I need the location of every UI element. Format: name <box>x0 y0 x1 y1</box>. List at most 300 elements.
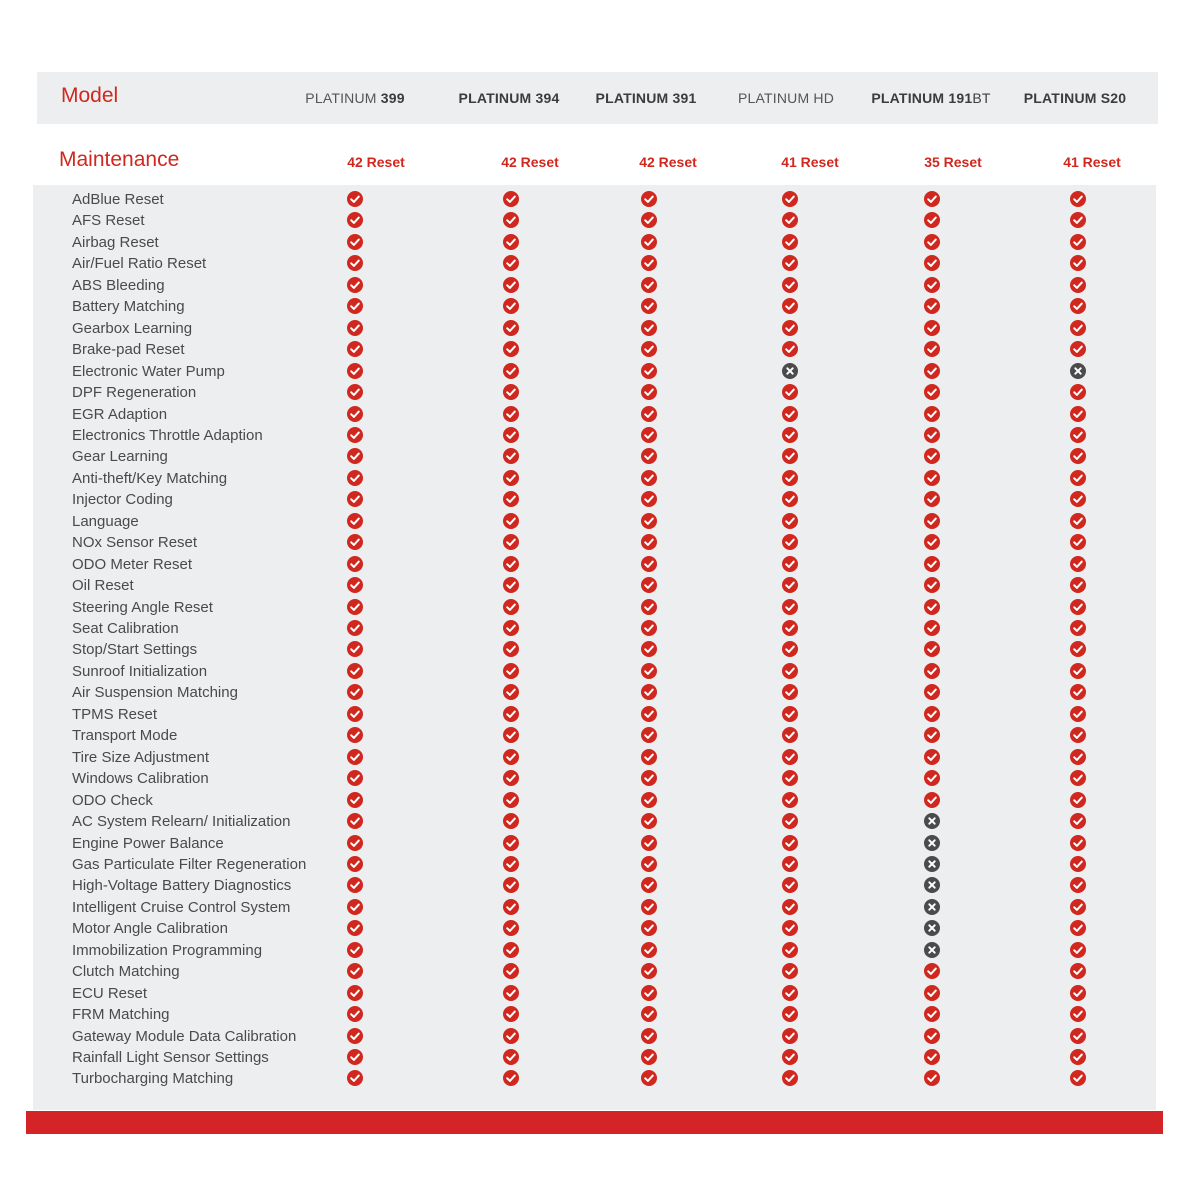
check-circle-icon <box>1070 684 1086 700</box>
check-circle-icon <box>782 877 798 893</box>
check-circle-icon <box>924 384 940 400</box>
check-circle-icon <box>503 277 519 293</box>
check-circle-icon <box>641 1028 657 1044</box>
check-circle-icon <box>924 534 940 550</box>
x-circle-icon <box>924 856 940 872</box>
check-circle-icon <box>1070 899 1086 915</box>
check-circle-icon <box>782 749 798 765</box>
check-circle-icon <box>1070 212 1086 228</box>
check-circle-icon <box>347 427 363 443</box>
check-circle-icon <box>641 706 657 722</box>
check-circle-icon <box>1070 727 1086 743</box>
check-circle-icon <box>924 1006 940 1022</box>
table-row <box>0 681 1200 702</box>
feature-label: AFS Reset <box>72 212 145 230</box>
check-circle-icon <box>782 1070 798 1086</box>
check-circle-icon <box>641 792 657 808</box>
feature-label: Electronics Throttle Adaption <box>72 426 263 444</box>
check-circle-icon <box>503 663 519 679</box>
check-circle-icon <box>782 448 798 464</box>
check-circle-icon <box>782 341 798 357</box>
feature-label: Electronic Water Pump <box>72 362 225 380</box>
check-circle-icon <box>641 684 657 700</box>
table-row <box>0 853 1200 874</box>
model-name-main: PLATINUM 191 <box>871 90 973 106</box>
check-circle-icon <box>347 255 363 271</box>
check-circle-icon <box>1070 792 1086 808</box>
feature-label: Sunroof Initialization <box>72 662 208 680</box>
table-row <box>0 724 1200 745</box>
check-circle-icon <box>782 663 798 679</box>
check-circle-icon <box>347 1070 363 1086</box>
check-circle-icon <box>1070 1006 1086 1022</box>
feature-label: Stop/Start Settings <box>72 641 198 659</box>
check-circle-icon <box>782 556 798 572</box>
check-circle-icon <box>347 749 363 765</box>
check-circle-icon <box>347 341 363 357</box>
check-circle-icon <box>924 770 940 786</box>
check-circle-icon <box>782 792 798 808</box>
check-circle-icon <box>641 920 657 936</box>
check-circle-icon <box>347 234 363 250</box>
table-row <box>0 1046 1200 1067</box>
feature-label: ECU Reset <box>72 984 148 1002</box>
check-circle-icon <box>503 727 519 743</box>
check-circle-icon <box>924 298 940 314</box>
check-circle-icon <box>782 599 798 615</box>
check-circle-icon <box>503 212 519 228</box>
check-circle-icon <box>641 556 657 572</box>
check-circle-icon <box>641 620 657 636</box>
check-circle-icon <box>503 641 519 657</box>
feature-label: DPF Regeneration <box>72 384 197 402</box>
check-circle-icon <box>641 770 657 786</box>
check-circle-icon <box>347 212 363 228</box>
feature-label: ODO Meter Reset <box>72 555 193 573</box>
check-circle-icon <box>347 727 363 743</box>
check-circle-icon <box>503 856 519 872</box>
check-circle-icon <box>641 877 657 893</box>
feature-label: Anti-theft/Key Matching <box>72 469 228 487</box>
table-row <box>0 810 1200 831</box>
check-circle-icon <box>782 277 798 293</box>
check-circle-icon <box>641 942 657 958</box>
check-circle-icon <box>347 363 363 379</box>
feature-label: Steering Angle Reset <box>72 598 213 616</box>
table-row <box>0 209 1200 230</box>
check-circle-icon <box>503 491 519 507</box>
feature-label: Gateway Module Data Calibration <box>72 1027 297 1045</box>
x-circle-icon <box>924 942 940 958</box>
feature-label: Immobilization Programming <box>72 941 263 959</box>
check-circle-icon <box>503 1028 519 1044</box>
check-circle-icon <box>1070 1028 1086 1044</box>
check-circle-icon <box>347 448 363 464</box>
check-circle-icon <box>503 877 519 893</box>
check-circle-icon <box>347 513 363 529</box>
check-circle-icon <box>503 835 519 851</box>
check-circle-icon <box>1070 942 1086 958</box>
table-row <box>0 982 1200 1003</box>
model-name-6 <box>1000 90 1150 106</box>
check-circle-icon <box>503 963 519 979</box>
check-circle-icon <box>782 641 798 657</box>
table-row <box>0 1025 1200 1046</box>
x-circle-icon <box>924 877 940 893</box>
check-circle-icon <box>347 620 363 636</box>
table-row <box>0 703 1200 724</box>
check-circle-icon <box>641 835 657 851</box>
table-row <box>0 231 1200 252</box>
check-circle-icon <box>503 920 519 936</box>
check-circle-icon <box>782 942 798 958</box>
x-circle-icon <box>924 813 940 829</box>
check-circle-icon <box>347 534 363 550</box>
check-circle-icon <box>347 599 363 615</box>
feature-label: Gear Learning <box>72 448 168 466</box>
check-circle-icon <box>347 277 363 293</box>
reset-count-1: 42 Reset <box>347 154 405 170</box>
table-row <box>0 403 1200 424</box>
check-circle-icon <box>641 663 657 679</box>
model-name-1 <box>280 90 430 106</box>
check-circle-icon <box>924 577 940 593</box>
check-circle-icon <box>782 255 798 271</box>
check-circle-icon <box>641 320 657 336</box>
check-circle-icon <box>782 1049 798 1065</box>
table-row <box>0 360 1200 381</box>
check-circle-icon <box>782 985 798 1001</box>
check-circle-icon <box>924 599 940 615</box>
feature-label: ODO Check <box>72 791 153 809</box>
table-row <box>0 596 1200 617</box>
reset-count-4: 41 Reset <box>781 154 839 170</box>
table-row <box>0 660 1200 681</box>
check-circle-icon <box>503 513 519 529</box>
check-circle-icon <box>347 920 363 936</box>
check-circle-icon <box>347 298 363 314</box>
check-circle-icon <box>1070 298 1086 314</box>
check-circle-icon <box>924 1070 940 1086</box>
check-circle-icon <box>782 1028 798 1044</box>
model-name-2 <box>434 90 584 106</box>
model-name-main: PLATINUM 394 <box>458 90 560 106</box>
feature-label: Intelligent Cruise Control System <box>72 898 291 916</box>
feature-label: Seat Calibration <box>72 620 179 637</box>
check-circle-icon <box>347 641 363 657</box>
check-circle-icon <box>347 320 363 336</box>
check-circle-icon <box>347 384 363 400</box>
feature-label: Motor Angle Calibration <box>72 920 228 938</box>
feature-label: EGR Adaption <box>72 405 168 423</box>
check-circle-icon <box>782 963 798 979</box>
check-circle-icon <box>924 406 940 422</box>
feature-label: Turbocharging Matching <box>72 1070 234 1088</box>
check-circle-icon <box>641 899 657 915</box>
check-circle-icon <box>782 684 798 700</box>
check-circle-icon <box>1070 234 1086 250</box>
table-row <box>0 789 1200 810</box>
table-row <box>0 424 1200 445</box>
table-row <box>0 874 1200 895</box>
check-circle-icon <box>1070 427 1086 443</box>
check-circle-icon <box>782 513 798 529</box>
check-circle-icon <box>503 191 519 207</box>
check-circle-icon <box>1070 1049 1086 1065</box>
maintenance-heading: Maintenance <box>59 148 180 171</box>
check-circle-icon <box>924 706 940 722</box>
check-circle-icon <box>924 556 940 572</box>
check-circle-icon <box>503 320 519 336</box>
model-name-suffix: 399 <box>380 90 405 106</box>
check-circle-icon <box>503 749 519 765</box>
check-circle-icon <box>641 384 657 400</box>
table-row <box>0 531 1200 552</box>
check-circle-icon <box>503 1006 519 1022</box>
check-circle-icon <box>1070 749 1086 765</box>
check-circle-icon <box>503 620 519 636</box>
check-circle-icon <box>347 813 363 829</box>
check-circle-icon <box>924 277 940 293</box>
x-circle-icon <box>782 363 798 379</box>
reset-count-2: 42 Reset <box>501 154 559 170</box>
check-circle-icon <box>782 1006 798 1022</box>
model-name-main: PLATINUM <box>305 90 381 106</box>
table-row <box>0 1067 1200 1088</box>
table-row <box>0 939 1200 960</box>
check-circle-icon <box>782 534 798 550</box>
check-circle-icon <box>782 491 798 507</box>
check-circle-icon <box>1070 448 1086 464</box>
check-circle-icon <box>1070 406 1086 422</box>
check-circle-icon <box>924 727 940 743</box>
check-circle-icon <box>503 942 519 958</box>
check-circle-icon <box>641 749 657 765</box>
check-circle-icon <box>641 577 657 593</box>
check-circle-icon <box>924 684 940 700</box>
check-circle-icon <box>641 363 657 379</box>
table-row <box>0 574 1200 595</box>
check-circle-icon <box>347 792 363 808</box>
check-circle-icon <box>1070 663 1086 679</box>
check-circle-icon <box>347 577 363 593</box>
table-row <box>0 274 1200 295</box>
check-circle-icon <box>347 663 363 679</box>
table-row <box>0 295 1200 316</box>
feature-label: Windows Calibration <box>72 770 209 788</box>
check-circle-icon <box>641 985 657 1001</box>
check-circle-icon <box>641 1006 657 1022</box>
x-circle-icon <box>1070 363 1086 379</box>
check-circle-icon <box>924 341 940 357</box>
feature-label: Gearbox Learning <box>72 319 193 337</box>
feature-label: NOx Sensor Reset <box>72 534 198 552</box>
table-row <box>0 445 1200 466</box>
model-name-main: PLATINUM 391 <box>595 90 697 106</box>
feature-label: Oil Reset <box>72 577 134 595</box>
check-circle-icon <box>782 212 798 228</box>
check-circle-icon <box>1070 599 1086 615</box>
check-circle-icon <box>347 856 363 872</box>
check-circle-icon <box>503 341 519 357</box>
check-circle-icon <box>503 813 519 829</box>
check-circle-icon <box>1070 985 1086 1001</box>
check-circle-icon <box>1070 856 1086 872</box>
check-circle-icon <box>347 770 363 786</box>
check-circle-icon <box>641 513 657 529</box>
check-circle-icon <box>503 255 519 271</box>
check-circle-icon <box>1070 1070 1086 1086</box>
check-circle-icon <box>782 899 798 915</box>
feature-label: Rainfall Light Sensor Settings <box>72 1049 269 1066</box>
check-circle-icon <box>924 620 940 636</box>
check-circle-icon <box>782 384 798 400</box>
check-circle-icon <box>347 899 363 915</box>
table-row <box>0 832 1200 853</box>
check-circle-icon <box>1070 835 1086 851</box>
x-circle-icon <box>924 835 940 851</box>
x-circle-icon <box>924 920 940 936</box>
check-circle-icon <box>641 1049 657 1065</box>
feature-label: High-Voltage Battery Diagnostics <box>72 877 292 895</box>
check-circle-icon <box>347 470 363 486</box>
feature-label: Transport Mode <box>72 727 178 745</box>
table-row <box>0 317 1200 338</box>
feature-label: Battery Matching <box>72 298 185 316</box>
check-circle-icon <box>782 727 798 743</box>
table-row <box>0 188 1200 209</box>
check-circle-icon <box>782 427 798 443</box>
table-row <box>0 488 1200 509</box>
check-circle-icon <box>1070 577 1086 593</box>
check-circle-icon <box>1070 513 1086 529</box>
check-circle-icon <box>924 363 940 379</box>
check-circle-icon <box>1070 963 1086 979</box>
model-name-main: PLATINUM HD <box>737 90 835 106</box>
check-circle-icon <box>1070 320 1086 336</box>
check-circle-icon <box>503 427 519 443</box>
check-circle-icon <box>782 234 798 250</box>
check-circle-icon <box>503 470 519 486</box>
check-circle-icon <box>924 212 940 228</box>
check-circle-icon <box>641 234 657 250</box>
check-circle-icon <box>503 406 519 422</box>
check-circle-icon <box>924 255 940 271</box>
check-circle-icon <box>782 577 798 593</box>
check-circle-icon <box>347 942 363 958</box>
check-circle-icon <box>1070 277 1086 293</box>
check-circle-icon <box>924 491 940 507</box>
check-circle-icon <box>1070 620 1086 636</box>
feature-label: Engine Power Balance <box>72 834 224 852</box>
check-circle-icon <box>782 835 798 851</box>
check-circle-icon <box>347 963 363 979</box>
check-circle-icon <box>782 406 798 422</box>
check-circle-icon <box>503 1070 519 1086</box>
check-circle-icon <box>503 363 519 379</box>
check-circle-icon <box>641 491 657 507</box>
bottom-accent-bar <box>26 1111 1163 1134</box>
check-circle-icon <box>924 470 940 486</box>
check-circle-icon <box>924 513 940 529</box>
check-circle-icon <box>924 191 940 207</box>
feature-label: TPMS Reset <box>72 705 158 723</box>
check-circle-icon <box>503 448 519 464</box>
check-circle-icon <box>782 298 798 314</box>
check-circle-icon <box>641 641 657 657</box>
check-circle-icon <box>347 406 363 422</box>
table-row <box>0 553 1200 574</box>
table-row <box>0 746 1200 767</box>
check-circle-icon <box>782 770 798 786</box>
check-circle-icon <box>924 427 940 443</box>
check-circle-icon <box>641 470 657 486</box>
check-circle-icon <box>924 320 940 336</box>
feature-label: Tire Size Adjustment <box>72 748 209 766</box>
feature-label: Airbag Reset <box>72 233 159 251</box>
check-circle-icon <box>347 1006 363 1022</box>
check-circle-icon <box>1070 706 1086 722</box>
model-heading: Model <box>61 84 119 107</box>
check-circle-icon <box>347 1049 363 1065</box>
check-circle-icon <box>641 212 657 228</box>
check-circle-icon <box>641 727 657 743</box>
check-circle-icon <box>347 1028 363 1044</box>
table-row <box>0 1003 1200 1024</box>
check-circle-icon <box>503 556 519 572</box>
check-circle-icon <box>1070 341 1086 357</box>
table-row <box>0 467 1200 488</box>
feature-label: AdBlue Reset <box>72 191 164 208</box>
model-name-3 <box>571 90 721 106</box>
table-row <box>0 338 1200 359</box>
model-name-suffix: BT <box>972 90 991 106</box>
check-circle-icon <box>924 448 940 464</box>
check-circle-icon <box>782 191 798 207</box>
check-circle-icon <box>641 298 657 314</box>
check-circle-icon <box>503 384 519 400</box>
feature-label: Injector Coding <box>72 491 173 509</box>
check-circle-icon <box>924 792 940 808</box>
check-circle-icon <box>1070 770 1086 786</box>
check-circle-icon <box>1070 255 1086 271</box>
check-circle-icon <box>1070 534 1086 550</box>
check-circle-icon <box>503 599 519 615</box>
check-circle-icon <box>1070 877 1086 893</box>
check-circle-icon <box>347 835 363 851</box>
check-circle-icon <box>782 813 798 829</box>
feature-label: Language <box>72 512 139 530</box>
feature-label: Clutch Matching <box>72 963 180 981</box>
table-row <box>0 510 1200 531</box>
check-circle-icon <box>641 963 657 979</box>
check-circle-icon <box>641 341 657 357</box>
check-circle-icon <box>347 191 363 207</box>
model-name-main: PLATINUM S20 <box>1023 90 1127 106</box>
check-circle-icon <box>347 985 363 1001</box>
check-circle-icon <box>1070 191 1086 207</box>
table-row <box>0 252 1200 273</box>
check-circle-icon <box>641 448 657 464</box>
check-circle-icon <box>1070 384 1086 400</box>
model-name-5 <box>856 90 1006 106</box>
model-name-4 <box>711 90 861 106</box>
table-row <box>0 767 1200 788</box>
check-circle-icon <box>641 856 657 872</box>
table-row <box>0 381 1200 402</box>
feature-label: ABS Bleeding <box>72 276 165 294</box>
check-circle-icon <box>503 985 519 1001</box>
